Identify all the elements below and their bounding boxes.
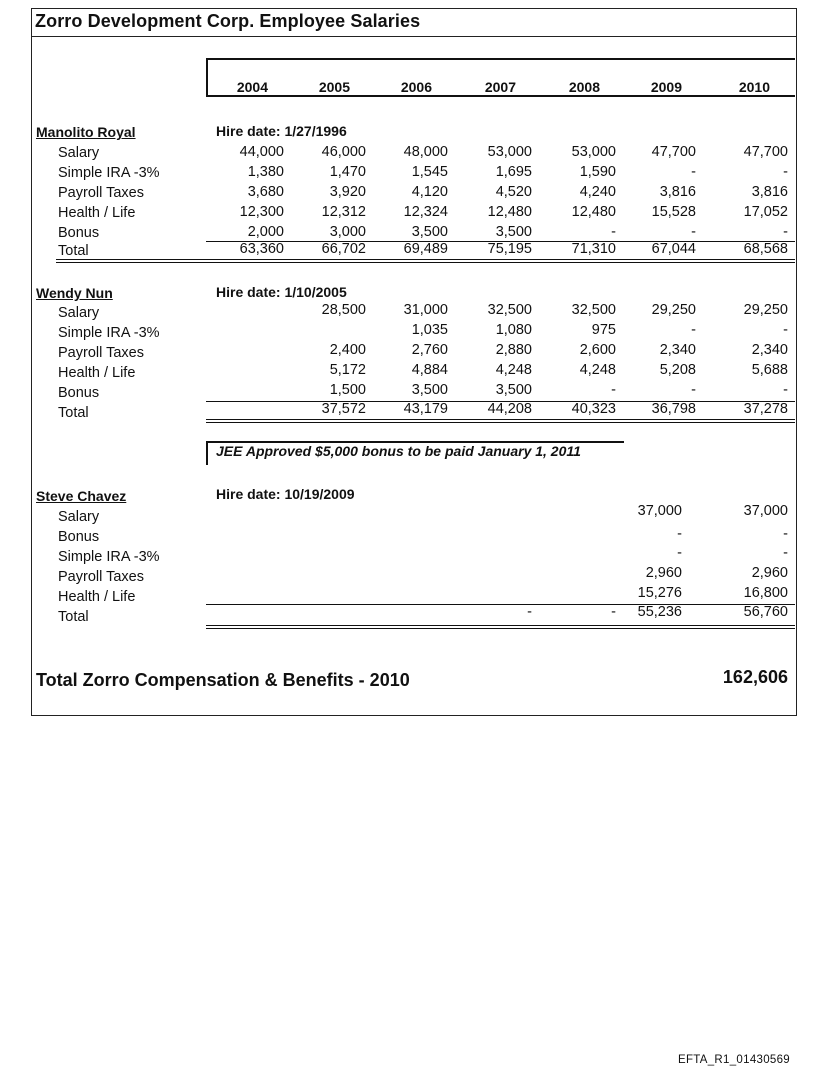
total-value: 75,195 xyxy=(487,241,532,257)
employee-name: Wendy Nun xyxy=(36,285,113,301)
cell-value: 3,000 xyxy=(329,224,366,240)
cell-value: 3,816 xyxy=(659,184,696,200)
row-label: Health / Life xyxy=(58,365,136,381)
cell-value: - xyxy=(691,382,696,398)
cell-value: 1,500 xyxy=(329,382,366,398)
row-label: Bonus xyxy=(58,385,100,401)
cell-value: 1,035 xyxy=(411,322,448,338)
hire-date: Hire date: 1/27/1996 xyxy=(216,123,347,139)
cell-value: 2,760 xyxy=(411,342,448,358)
cell-value: 4,520 xyxy=(495,184,532,200)
year-header: 2008 xyxy=(568,79,600,95)
cell-value: 15,276 xyxy=(637,585,682,601)
cell-value: 3,500 xyxy=(495,382,532,398)
document-id: EFTA_R1_01430569 xyxy=(678,1054,790,1066)
total-value: 56,760 xyxy=(743,604,788,620)
grand-total-value: 162,606 xyxy=(722,667,788,687)
cell-value: 2,960 xyxy=(645,565,682,581)
total-value: 63,360 xyxy=(239,241,284,257)
cell-value: 2,600 xyxy=(579,342,616,358)
row-label: Total xyxy=(58,609,89,625)
cell-value: - xyxy=(783,224,788,240)
cell-value: 37,000 xyxy=(743,503,788,519)
total-value: 40,323 xyxy=(571,401,616,417)
total-value: 43,179 xyxy=(403,401,448,417)
total-value: - xyxy=(527,604,532,620)
cell-value: 15,528 xyxy=(651,204,696,220)
year-header: 2007 xyxy=(484,79,516,95)
total-value: 37,278 xyxy=(743,401,788,417)
cell-value: 12,312 xyxy=(321,204,366,220)
cell-value: 32,500 xyxy=(571,302,616,318)
cell-value: 2,400 xyxy=(329,342,366,358)
total-double-rule xyxy=(206,625,795,626)
cell-value: 1,590 xyxy=(579,164,616,180)
row-label: Payroll Taxes xyxy=(58,185,144,201)
cell-value: - xyxy=(677,526,682,542)
cell-value: 29,250 xyxy=(743,302,788,318)
cell-value: 4,240 xyxy=(579,184,616,200)
cell-value: 2,340 xyxy=(751,342,788,358)
hire-date: Hire date: 10/19/2009 xyxy=(216,486,355,502)
cell-value: 3,500 xyxy=(495,224,532,240)
cell-value: 4,248 xyxy=(579,362,616,378)
cell-value: 12,324 xyxy=(403,204,448,220)
cell-value: 4,120 xyxy=(411,184,448,200)
row-label: Simple IRA -3% xyxy=(58,165,160,181)
cell-value: 12,480 xyxy=(487,204,532,220)
cell-value: 975 xyxy=(591,322,616,338)
cell-value: 28,500 xyxy=(321,302,366,318)
cell-value: - xyxy=(783,526,788,542)
cell-value: - xyxy=(783,164,788,180)
cell-value: - xyxy=(783,322,788,338)
cell-value: 4,248 xyxy=(495,362,532,378)
row-label: Simple IRA -3% xyxy=(58,325,160,341)
cell-value: 17,052 xyxy=(743,204,788,220)
cell-value: 3,500 xyxy=(411,382,448,398)
cell-value: 48,000 xyxy=(403,144,448,160)
year-header: 2006 xyxy=(400,79,432,95)
cell-value: 3,500 xyxy=(411,224,448,240)
total-double-rule xyxy=(56,262,795,263)
year-header: 2010 xyxy=(738,79,770,95)
row-label: Salary xyxy=(58,509,100,525)
row-label: Bonus xyxy=(58,225,100,241)
cell-value: 1,545 xyxy=(411,164,448,180)
row-label: Total xyxy=(58,405,89,421)
cell-value: 16,800 xyxy=(743,585,788,601)
cell-value: 3,816 xyxy=(751,184,788,200)
cell-value: 47,700 xyxy=(651,144,696,160)
cell-value: - xyxy=(691,224,696,240)
cell-value: 37,000 xyxy=(637,503,682,519)
employee-name: Manolito Royal xyxy=(36,124,136,140)
row-label: Health / Life xyxy=(58,589,136,605)
employee-name: Steve Chavez xyxy=(36,488,127,504)
cell-value: - xyxy=(611,224,616,240)
cell-value: 31,000 xyxy=(403,302,448,318)
cell-value: - xyxy=(783,382,788,398)
total-double-rule xyxy=(206,422,795,423)
total-double-rule xyxy=(56,259,795,260)
cell-value: 1,380 xyxy=(247,164,284,180)
total-value: 44,208 xyxy=(487,401,532,417)
cell-value: 2,960 xyxy=(751,565,788,581)
total-double-rule xyxy=(206,419,795,420)
cell-value: 12,480 xyxy=(571,204,616,220)
cell-value: 4,884 xyxy=(411,362,448,378)
total-value: 69,489 xyxy=(403,241,448,257)
row-label: Payroll Taxes xyxy=(58,569,144,585)
row-label: Simple IRA -3% xyxy=(58,549,160,565)
cell-value: 2,880 xyxy=(495,342,532,358)
total-value: 55,236 xyxy=(637,604,682,620)
cell-value: 5,172 xyxy=(329,362,366,378)
cell-value: 2,340 xyxy=(659,342,696,358)
total-value: 36,798 xyxy=(651,401,696,417)
cell-value: 1,080 xyxy=(495,322,532,338)
cell-value: 46,000 xyxy=(321,144,366,160)
cell-value: 3,680 xyxy=(247,184,284,200)
grand-total-label: Total Zorro Compensation & Benefits - 2010 xyxy=(36,670,410,690)
cell-value: 2,000 xyxy=(247,224,284,240)
cell-value: 44,000 xyxy=(239,144,284,160)
row-label: Health / Life xyxy=(58,205,136,221)
cell-value: 3,920 xyxy=(329,184,366,200)
cell-value: 5,688 xyxy=(751,362,788,378)
cell-value: 1,695 xyxy=(495,164,532,180)
title-divider xyxy=(31,36,796,37)
cell-value: 53,000 xyxy=(571,144,616,160)
cell-value: - xyxy=(677,545,682,561)
total-value: 71,310 xyxy=(571,241,616,257)
cell-value: 1,470 xyxy=(329,164,366,180)
row-label: Salary xyxy=(58,305,100,321)
total-value: 67,044 xyxy=(651,241,696,257)
year-header: 2004 xyxy=(236,79,268,95)
year-header: 2005 xyxy=(318,79,350,95)
cell-value: - xyxy=(783,545,788,561)
hire-date: Hire date: 1/10/2005 xyxy=(216,284,347,300)
total-value: 68,568 xyxy=(743,241,788,257)
bonus-approval-note: JEE Approved $5,000 bonus to be paid January 1, 2011 xyxy=(216,443,581,459)
cell-value: - xyxy=(691,322,696,338)
cell-value: - xyxy=(611,382,616,398)
cell-value: 12,300 xyxy=(239,204,284,220)
total-value: 37,572 xyxy=(321,401,366,417)
total-double-rule xyxy=(206,628,795,629)
cell-value: 53,000 xyxy=(487,144,532,160)
cell-value: - xyxy=(691,164,696,180)
row-label: Bonus xyxy=(58,529,100,545)
row-label: Total xyxy=(58,243,89,259)
year-header: 2009 xyxy=(650,79,682,95)
row-label: Payroll Taxes xyxy=(58,345,144,361)
total-value: - xyxy=(611,604,616,620)
cell-value: 29,250 xyxy=(651,302,696,318)
total-value: 66,702 xyxy=(321,241,366,257)
cell-value: 47,700 xyxy=(743,144,788,160)
cell-value: 32,500 xyxy=(487,302,532,318)
page-title: Zorro Development Corp. Employee Salaries xyxy=(35,11,421,31)
cell-value: 5,208 xyxy=(659,362,696,378)
row-label: Salary xyxy=(58,145,100,161)
